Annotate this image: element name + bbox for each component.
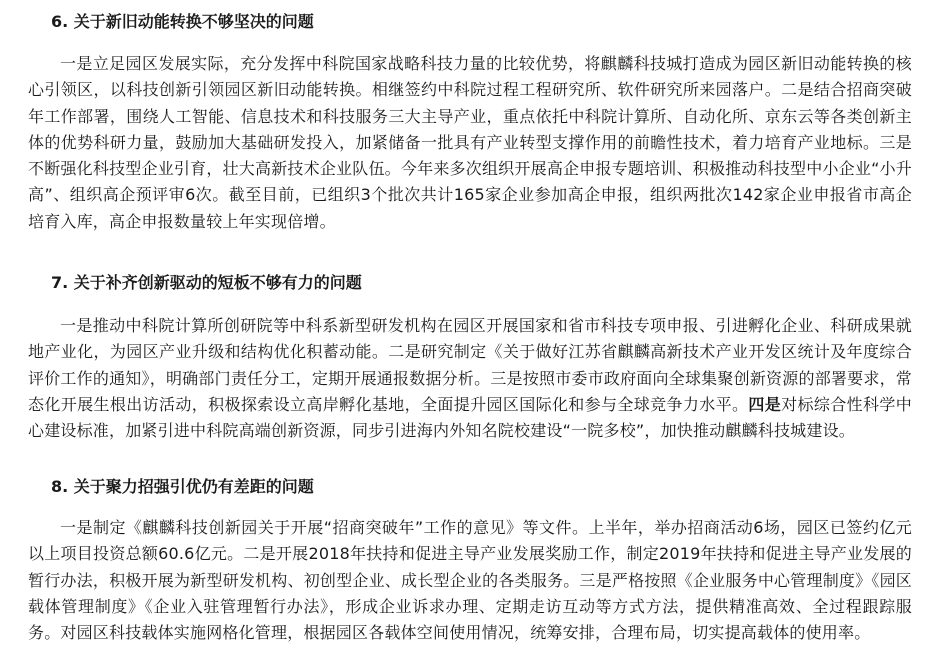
section-heading-7: 7. 关于补齐创新驱动的短板不够有力的问题 — [51, 273, 362, 292]
section-paragraph-7-bold: 四是 — [748, 394, 782, 414]
section-paragraph-8: 一是制定《麒麟科技创新园关于开展“招商突破年”工作的意见》等文件。上半年，举办招商活动6场，园区已签约亿元以上项目投资总额60.6亿元。二是开展2018年扶持和促进主导产业发展奖励工作，制定2019年扶持和促进主导产业发展的暂行办法，积极开展为新型研发机构、初创型企业、成长型企业的各类服务。三是严格按照《企业服务中心管理制度》《园区载体管理制度》《企业入驻管理暂行办法》，形成企业诉求办理、定期走访互动等方式方法，提供精准高效、全过程跟踪服务。对园区科技载体实施网格化管理，根据园区各载体空间使用情况，统筹安排，合理布局，切实提高载体的使用率。 — [28, 518, 912, 643]
section-paragraph-7-tail: 对标综合性科学中心建设标准，加紧引进中科院高端创新资源，同步引进海内外知名院校建设“一院多校”，加快推动麒麟科技城建设。 — [28, 394, 912, 441]
section-paragraph-7-main: 一是推动中科院计算所创研院等中科系新型研发机构在园区开展国家和省市科技专项申报、引进孵化企业、科研成果就地产业化，为园区产业升级和结构优化积蓄动能。二是研究制定《关于做好江苏省麒麟高新技术产业开发区统计及年度综合评价工作的通知》，明确部门责任分工，定期开展通报数据分析。三是按照市委市政府面向全球集聚创新资源的部署要求，常态化开展生根出访活动，积极探索设立高岸孵化基地，全面提升园区国际化和参与全球竞争力水平。 — [28, 316, 912, 414]
section-heading-6: 6. 关于新旧动能转换不够坚决的问题 — [51, 12, 314, 31]
section-paragraph-7 — [0, 313, 948, 444]
section-heading-8: 8. 关于聚力招强引优仍有差距的问题 — [51, 477, 314, 496]
section-paragraph-6: 一是立足园区发展实际，充分发挥中科院国家战略科技力量的比较优势，将麒麟科技城打造成为园区新旧动能转换的核心引领区，以科技创新引领园区新旧动能转换。相继签约中科院过程工程研究所、软件研究所来园落户。二是结合招商突破年工作部署，围绕人工智能、信息技术和科技服务三大主导产业，重点依托中科院计算所、自动化所、京东云等各类创新主体的优势科研力量，鼓励加大基础研发投入，加紧储备一批具有产业转型支撑作用的前瞻性技术，着力培育产业地标。三是不断强化科技型企业引育，壮大高新技术企业队伍。今年来多次组织开展高企申报专题培训、积极推动科技型中小企业“小升高”、组织高企预评审6次。截至目前，已组织3个批次共计165家企业参加高企申报，组织两批次142家企业申报省市高企培育入库，高企申报数量较上年实现倍增。 — [28, 54, 912, 231]
